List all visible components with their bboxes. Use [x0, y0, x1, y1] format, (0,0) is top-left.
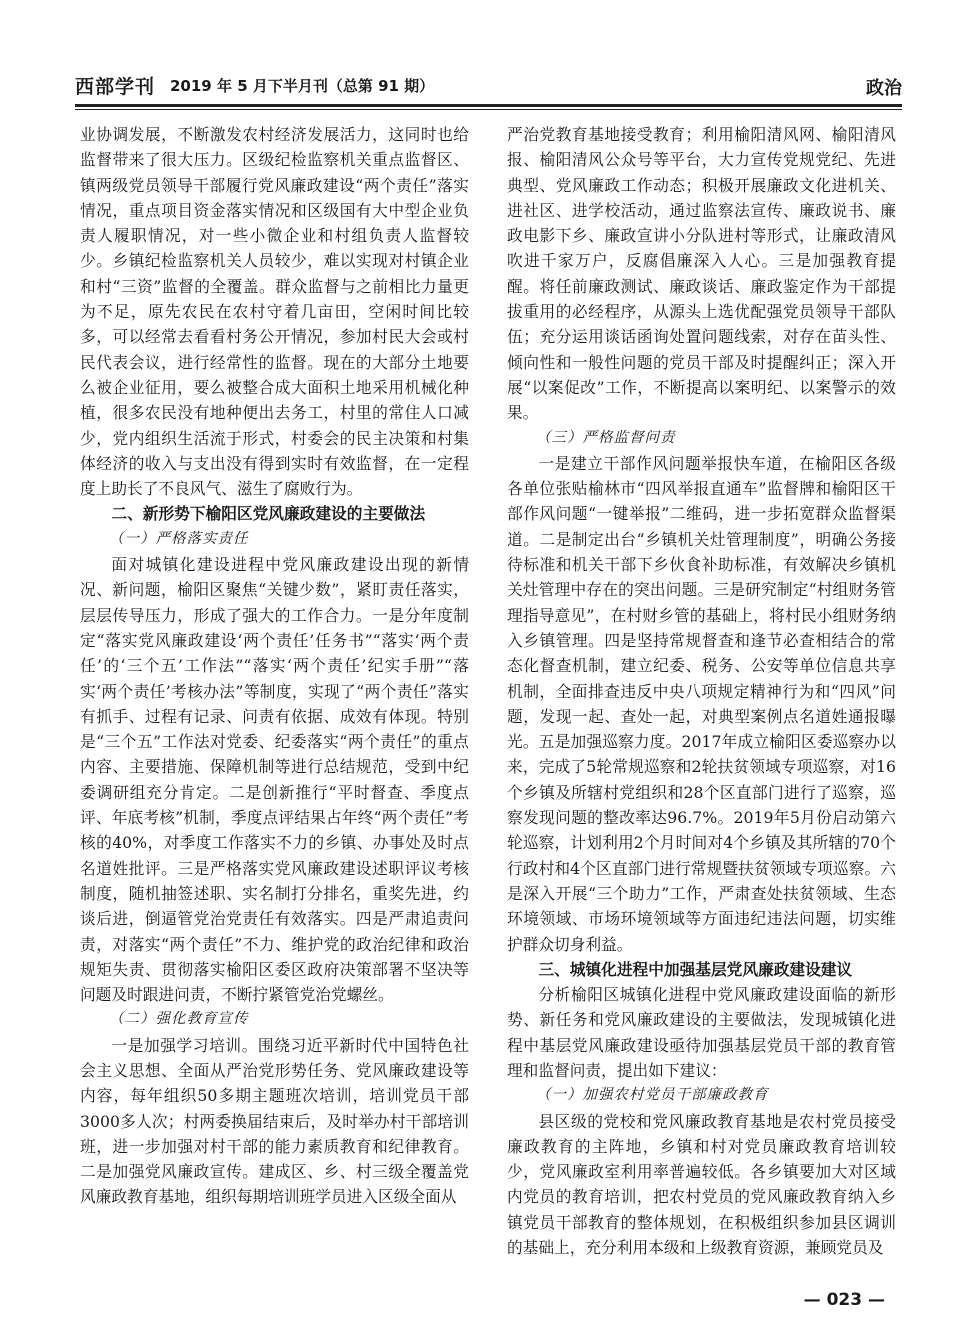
page-number: — 023 — [803, 1290, 885, 1310]
paragraph: 业协调发展，不断激发农村经济发展活力，这同时也给监督带来了很大压力。区级纪检监察机关重点监督区、镇两级党员领导干部履行党风廉政建设“两个责任”落实情况，重点项目资金落实情况和区级国有大中型企业负责人履职情况，对一些小微企业和村组负责人监督较少。乡镇纪检监察机关人员较少，难以实现对村镇企业和村“三资”监督的全覆盖。群众监督与之前相比力量更为不足，原先农民在农村守着几亩田，空闲时间比较多，可以经常去看看村务公开情况，参加村民大会或村民代表会议，进行经常性的监督。现在的大部分土地要么被企业征用，要么被整合成大面积土地采用机械化种植，很多农民没有地种便出去务工，村里的常住人口减少，党内组织生活流于形式，村委会的民主决策和村集体经济的收入与支出没有得到实时有效监督，在一定程度上助长了不良风气、滋生了腐败行为。 [80, 125, 469, 499]
subsection-heading: （一）严格落实责任 [109, 530, 249, 547]
paragraph: 县区级的党校和党风廉政教育基地是农村党员接受廉政教育的主阵地，乡镇和村对党员廉政教育培训较少，党风廉政室利用率普遍较低。各乡镇要加大对区域内党员的教育培训，把农村党员的党风廉政教育纳入乡镇党员干部教育的整体规划，在积极组织参加县区调训的基础上，充分利用本级和上级教育资源，兼顾党员及 [507, 1111, 896, 1258]
paragraph: 面对城镇化建设进程中党风廉政建设出现的新情况、新问题，榆阳区聚焦“关键少数”，紧盯责任落实，层层传导压力，形成了强大的工作合力。一是分年度制定“落实党风廉政建设‘两个责任’任务书”“落实‘两个责任’的‘三个五’工作法”“落实‘两个责任’纪实手册”“落实‘两个责任’考核办法”等制度，实现了“两个责任”落实有抓手、过程有记录、问责有依据、成效有体现。特别是“三个五”工作法对党委、纪委落实“两个责任”的重点内容、主要措施、保障机制等进行总结规范，受到中纪委调研组充分肯定。二是创新推行“平时督查、季度点评、年底考核”机制，季度点评结果占年终“两个责任”考核的40%，对季度工作落实不力的乡镇、办事处及时点名道姓批评。三是严格落实党风廉政建设述职评议考核制度，随机抽签述职、实名制打分排名，重奖先进，约谈后进，倒逼管党治党责任有效落实。四是严肃追责问责，对落实“两个责任”不力、维护党的政治纪律和政治规矩失责、贯彻落实榆阳区委区政府决策部署不坚决等问题及时跟进问责，不断拧紧管党治党螺丝。 [80, 555, 469, 1005]
paragraph: 一是建立干部作风问题举报快车道，在榆阳区各级各单位张贴榆林市“四风举报直通车”监督牌和榆阳区干部作风问题“一键举报”二维码，进一步拓宽群众监督渠道。二是制定出台“乡镇机关灶管理制度”，明确公务接待标准和机关干部下乡伙食补助标准，有效解决乡镇机关灶管理中存在的突出问题。三是研究制定“村组财务管理指导意见”，在村财乡管的基础上，将村民小组财务纳入乡镇管理。四是坚持常规督查和逢节必查相结合的常态化督查机制，建立纪委、税务、公安等单位信息共享机制，全面排查违反中央八项规定精神行为和“四风”问题，发现一起、查处一起，对典型案例点名道姓通报曝光。五是加强巡察力度。2017年成立榆阳区委巡察办以来，完成了5轮常规巡察和2轮扶贫领域专项巡察，对16个乡镇及所辖村党组织和28个区直部门进行了巡察，巡察发现问题的整改率达96.7%。2019年5月份启动第六轮巡察，计划利用2个月时间对4个乡镇及其所辖的70个行政村和4个区直部门进行常规暨扶贫领域专项巡察。六是深入开展“三个助力”工作，严肃查处扶贫领域、生态环境领域、市场环境领域等方面违纪违法问题，切实维护群众切身利益。 [507, 453, 896, 954]
header-rule-thin [75, 109, 902, 110]
page-header [75, 70, 902, 102]
header-rule-thick [75, 104, 902, 107]
subsection-heading: （一）加强农村党员干部廉政教育 [536, 1087, 769, 1104]
issue-info: 2019 年 5 月下半月刊（总第 91 期） [170, 77, 435, 95]
left-column [80, 122, 469, 1282]
paragraph: 一是加强学习培训。围绕习近平新时代中国特色社会主义思想、全面从严治党形势任务、党风廉政建设等内容，每年组织50多期主题班次培训，培训党员干部3000多人次；村两委换届结束后，及时举办村干部培训班，进一步加强对村干部的能力素质教育和纪律教育。二是加强党风廉政宣传。建成区、乡、村三级全覆盖党风廉政教育基地，组织每期培训班学员进入区级全面从 [80, 1035, 469, 1207]
paragraph: 严治党教育基地接受教育；利用榆阳清风网、榆阳清风报、榆阳清风公众号等平台，大力宣传党规党纪、先进典型、党风廉政工作动态；积极开展廉政文化进机关、进社区、进学校活动，通过监察法宣传、廉政说书、廉政电影下乡、廉政宣讲小分队进村等形式，让廉政清风吹进千家万户，反腐倡廉深入人心。三是加强教育提醒。将任前廉政测试、廉政谈话、廉政鉴定作为干部提拔重用的必经程序，从源头上选优配强党员领导干部队伍；充分运用谈话函询处置问题线索，对存在苗头性、倾向性和一般性问题的党员干部及时提醒纠正；深入开展“以案促改”工作，不断提高以案明纪、以案警示的效果。 [507, 125, 896, 423]
journal-logo: 西部学刊 [75, 76, 156, 98]
paragraph: 分析榆阳区城镇化进程中党风廉政建设面临的新形势、新任务和党风廉政建设的主要做法，发现城镇化进程中基层党风廉政建设亟待加强基层党员干部的教育管理和监督问责，提出如下建议： [507, 985, 896, 1080]
section-heading: 二、新形势下榆阳区党风廉政建设的主要做法 [111, 504, 426, 524]
section-title: 政治 [866, 78, 902, 99]
subsection-heading: （三）严格监督问责 [536, 429, 676, 446]
section-heading: 三、城镇化进程中加强基层党风廉政建设建议 [538, 959, 853, 979]
subsection-heading: （二）强化教育宣传 [109, 1011, 249, 1028]
right-column [507, 122, 896, 1282]
